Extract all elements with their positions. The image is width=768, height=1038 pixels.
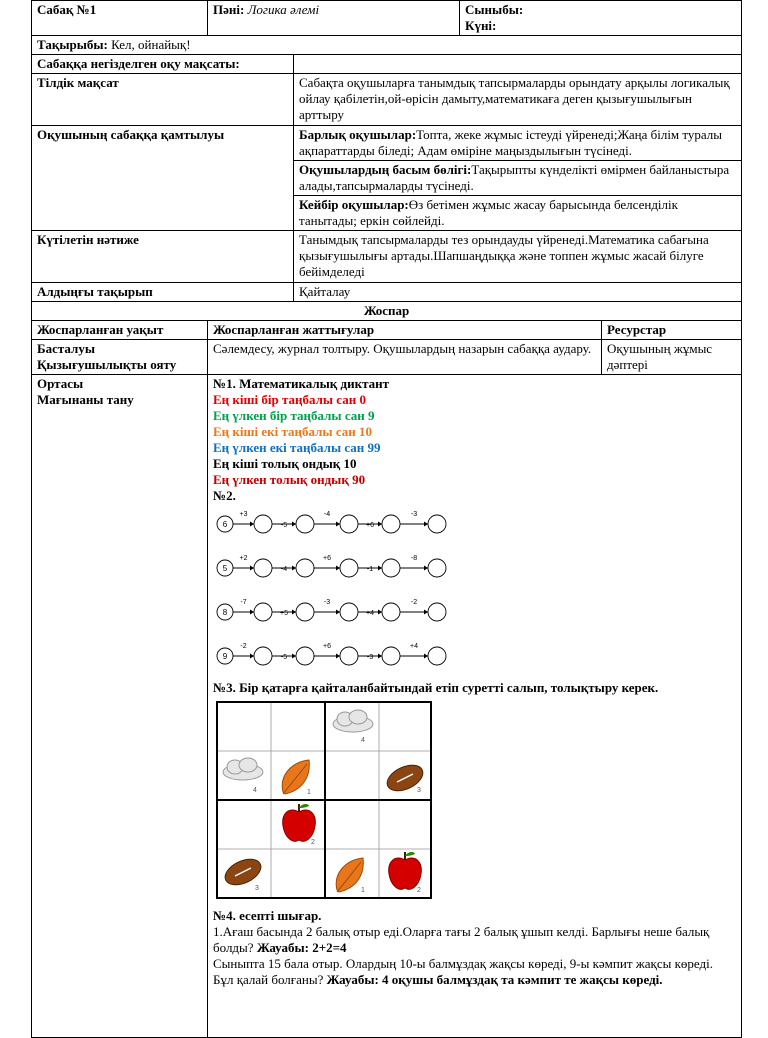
class-date-cell bbox=[460, 1, 742, 36]
grid-number: 4 bbox=[253, 787, 257, 794]
dictation-line-1: Ең кіші бір таңбалы сан 0 bbox=[213, 392, 366, 407]
grid-number: 1 bbox=[307, 789, 311, 796]
chain-operation: +5 bbox=[280, 610, 288, 617]
chain-arrowhead bbox=[292, 566, 296, 571]
chain-start-number: 9 bbox=[222, 652, 228, 661]
result-row bbox=[32, 231, 742, 283]
chain-operation: -3 bbox=[323, 599, 331, 606]
topic-row bbox=[32, 36, 742, 55]
grid-number: 2 bbox=[417, 887, 421, 894]
start-resources: Оқушының жұмыс дәптері bbox=[602, 340, 742, 375]
chain-operation: +4 bbox=[366, 610, 374, 617]
cloud-icon bbox=[223, 758, 263, 780]
engagement-row-all bbox=[32, 126, 742, 161]
lang-goal-text: Сабақта оқушыларға танымдық тапсырмаларды орындату арқылы логикалық ойлау қабілетін,ой-өрісін дамыту,математикаға деген қызығушылығын арттыру bbox=[294, 74, 742, 126]
dictation-line-2: Ең үлкен бір таңбалы сан 9 bbox=[213, 408, 375, 423]
prev-topic-text: Қайталау bbox=[294, 283, 742, 302]
task3-title: №3. Бір қатарға қайталанбайтындай етіп суретті салып, толықтыру керек. bbox=[213, 680, 659, 695]
chain-circle bbox=[382, 559, 400, 577]
chain-operation: -8 bbox=[410, 555, 418, 562]
chain-operation: +6 bbox=[366, 522, 374, 529]
problem-2-text: Сыныпта 15 бала отыр. Олардың 10-ы балмұздақ жақсы көреді, 9-ы кәмпит жақсы көреді. Бұл қалай болғаны? bbox=[213, 956, 713, 987]
chain-operation: +3 bbox=[239, 511, 248, 518]
topic-cell bbox=[32, 36, 742, 55]
goals-row bbox=[32, 55, 742, 74]
chain-circle bbox=[296, 515, 314, 533]
apple-icon bbox=[283, 804, 316, 841]
leaf-icon bbox=[282, 760, 309, 794]
chain-arrowhead bbox=[424, 610, 428, 615]
chain-circle bbox=[296, 647, 314, 665]
answer-2: Жауабы: 4 оқушы балмұздақ та кәмпит те жақсы көреді. bbox=[326, 972, 663, 987]
dictation-line-6: Ең үлкен толық ондық 90 bbox=[213, 472, 366, 487]
plan-col-time: Жоспарланған уақыт bbox=[32, 321, 208, 340]
engagement-label: Оқушының сабаққа қамтылуы bbox=[32, 126, 294, 231]
chain-arrowhead bbox=[378, 522, 382, 527]
result-label: Күтілетін нәтиже bbox=[32, 231, 294, 283]
plan-header-row bbox=[32, 321, 742, 340]
chain-circle bbox=[382, 603, 400, 621]
apple-icon bbox=[389, 852, 422, 889]
chain-start-number: 5 bbox=[222, 564, 228, 573]
chain-arrowhead bbox=[292, 610, 296, 615]
chain-arrowhead bbox=[378, 610, 382, 615]
chain-operation: -7 bbox=[240, 599, 247, 606]
chain-arrowhead bbox=[378, 654, 382, 659]
header-row bbox=[32, 1, 742, 36]
chain-operation: -1 bbox=[366, 566, 374, 573]
picture-grid bbox=[215, 700, 736, 904]
chain-operation: +6 bbox=[323, 555, 331, 562]
most-students-text: Тақырыпты күнделікті өмірмен байланыстыра алады,тапсырмаларды түсінеді. bbox=[299, 162, 730, 193]
all-students-label: Барлық оқушылар: bbox=[299, 127, 417, 142]
chain-operation: -5 bbox=[280, 522, 288, 529]
chain-arrowhead bbox=[424, 566, 428, 571]
chain-arrowhead bbox=[336, 610, 340, 615]
middle-time-2: Мағынаны тану bbox=[37, 392, 134, 407]
subject-cell bbox=[208, 1, 460, 36]
grid-number: 2 bbox=[311, 839, 315, 846]
chain-circle bbox=[296, 559, 314, 577]
chain-circle bbox=[382, 515, 400, 533]
most-students-cell bbox=[294, 161, 742, 196]
leaf-icon bbox=[336, 858, 363, 892]
chain-circle bbox=[428, 515, 446, 533]
chain-operation: -3 bbox=[410, 511, 418, 518]
picture-grid-svg bbox=[215, 700, 433, 900]
chain-start-number: 8 bbox=[222, 608, 228, 617]
chain-circle bbox=[254, 647, 272, 665]
task4-title: №4. есепті шығар. bbox=[213, 908, 322, 923]
task1-title: №1. Математикалық диктант bbox=[213, 376, 390, 391]
chain-arrowhead bbox=[250, 610, 254, 615]
dictation-line-5: Ең кіші толық ондық 10 bbox=[213, 456, 357, 471]
lesson-number: Сабақ №1 bbox=[32, 1, 208, 36]
date-label: Күні: bbox=[465, 18, 497, 33]
goals-label: Сабаққа негізделген оқу мақсаты: bbox=[32, 55, 294, 74]
chain-circle bbox=[340, 515, 358, 533]
chain-arrowhead bbox=[336, 654, 340, 659]
plan-title-row bbox=[32, 302, 742, 321]
chain-circle bbox=[428, 647, 446, 665]
plan-col-exercises: Жоспарланған жаттығулар bbox=[208, 321, 602, 340]
chain-operation: -4 bbox=[280, 566, 288, 573]
chain-operation: +4 bbox=[410, 643, 418, 650]
prev-topic-label: Алдыңғы тақырып bbox=[32, 283, 294, 302]
dictation-line-3: Ең кіші екі таңбалы сан 10 bbox=[213, 424, 372, 439]
start-text: Сәлемдесу, журнал толтыру. Оқушылардың назарын сабаққа аудару. bbox=[208, 340, 602, 375]
chain-start-number: 6 bbox=[222, 520, 228, 529]
plan-start-row bbox=[32, 340, 742, 375]
cloud-icon bbox=[333, 710, 373, 732]
subject-value: Логика әлемі bbox=[247, 2, 320, 17]
some-students-cell bbox=[294, 196, 742, 231]
middle-content bbox=[208, 375, 742, 1038]
chain-circle bbox=[340, 559, 358, 577]
chain-operation: -3 bbox=[366, 654, 374, 661]
chain-circle bbox=[296, 603, 314, 621]
lang-goal-label: Тілдік мақсат bbox=[32, 74, 294, 126]
grid-number: 3 bbox=[255, 885, 259, 892]
number-chain bbox=[217, 555, 446, 577]
chain-arrowhead bbox=[250, 654, 254, 659]
subject-label: Пәні: bbox=[213, 2, 245, 17]
chain-operation: -2 bbox=[240, 643, 247, 650]
start-time-cell bbox=[32, 340, 208, 375]
chain-circle bbox=[340, 647, 358, 665]
grid-number: 4 bbox=[361, 737, 365, 744]
number-chain bbox=[217, 643, 446, 665]
answer-1: Жауабы: 2+2=4 bbox=[256, 940, 347, 955]
dictation-line-4: Ең үлкен екі таңбалы сан 99 bbox=[213, 440, 381, 455]
chain-circle bbox=[254, 559, 272, 577]
start-time-2: Қызығушылықты ояту bbox=[37, 357, 177, 372]
chain-arrowhead bbox=[292, 654, 296, 659]
chain-circle bbox=[254, 603, 272, 621]
lang-goal-row bbox=[32, 74, 742, 126]
chain-operation: -5 bbox=[280, 654, 288, 661]
chain-arrowhead bbox=[378, 566, 382, 571]
problem-1 bbox=[213, 924, 736, 956]
chain-arrowhead bbox=[250, 566, 254, 571]
result-text: Танымдық тапсырмаларды тез орындауды үйренеді.Математика сабағына қызығушылығы артады.Шапшаңдыққа және топпен жұмыс жасай білуге бейімделеді bbox=[294, 231, 742, 283]
plan-middle-row bbox=[32, 375, 742, 1038]
all-students-cell bbox=[294, 126, 742, 161]
lesson-plan-table bbox=[31, 0, 742, 1038]
topic-label: Тақырыбы: bbox=[37, 37, 108, 52]
chain-arrowhead bbox=[336, 522, 340, 527]
task2-title: №2. bbox=[213, 488, 236, 503]
start-time-1: Басталуы bbox=[37, 341, 95, 356]
grid-number: 1 bbox=[361, 887, 365, 894]
plan-title: Жоспар bbox=[32, 302, 742, 321]
goals-empty bbox=[294, 55, 742, 74]
chain-operation: +6 bbox=[323, 643, 331, 650]
chain-arrowhead bbox=[424, 522, 428, 527]
chain-circle bbox=[428, 603, 446, 621]
chain-circle bbox=[254, 515, 272, 533]
number-chain bbox=[217, 599, 446, 621]
grid-number: 3 bbox=[417, 787, 421, 794]
lesson-plan-page bbox=[31, 0, 741, 1038]
chain-operation: -4 bbox=[323, 511, 331, 518]
chain-arrowhead bbox=[424, 654, 428, 659]
problem-2 bbox=[213, 956, 736, 988]
number-chains-diagram bbox=[213, 506, 463, 674]
problem-1-text: 1.Ағаш басында 2 балық отыр еді.Оларға тағы 2 балық ұшып келді. Барлығы неше балық болды? bbox=[213, 924, 710, 955]
chain-arrowhead bbox=[336, 566, 340, 571]
plan-col-resources: Ресурстар bbox=[602, 321, 742, 340]
middle-time-1: Ортасы bbox=[37, 376, 84, 391]
chain-circle bbox=[340, 603, 358, 621]
number-chain bbox=[217, 511, 446, 533]
chain-operation: -2 bbox=[410, 599, 418, 606]
all-students-text: Топта, жеке жұмыс істеуді үйренеді;Жаңа білім туралы ақпараттарды біледі; Адам өміріне маңыздылығын түсінеді. bbox=[299, 127, 723, 158]
prev-topic-row bbox=[32, 283, 742, 302]
chain-circle bbox=[382, 647, 400, 665]
topic-value: Кел, ойнайық! bbox=[111, 37, 191, 52]
some-students-label: Кейбір оқушылар: bbox=[299, 197, 409, 212]
chain-operation: +2 bbox=[239, 555, 248, 562]
most-students-label: Оқушылардың басым бөлігі: bbox=[299, 162, 472, 177]
chain-arrowhead bbox=[292, 522, 296, 527]
middle-time-cell bbox=[32, 375, 208, 1038]
class-label: Сыныбы: bbox=[465, 2, 524, 17]
chain-arrowhead bbox=[250, 522, 254, 527]
chain-circle bbox=[428, 559, 446, 577]
some-students-text: Өз бетімен жұмыс жасау барысында белсенділік танытады; еркін сөйлейді. bbox=[299, 197, 678, 228]
